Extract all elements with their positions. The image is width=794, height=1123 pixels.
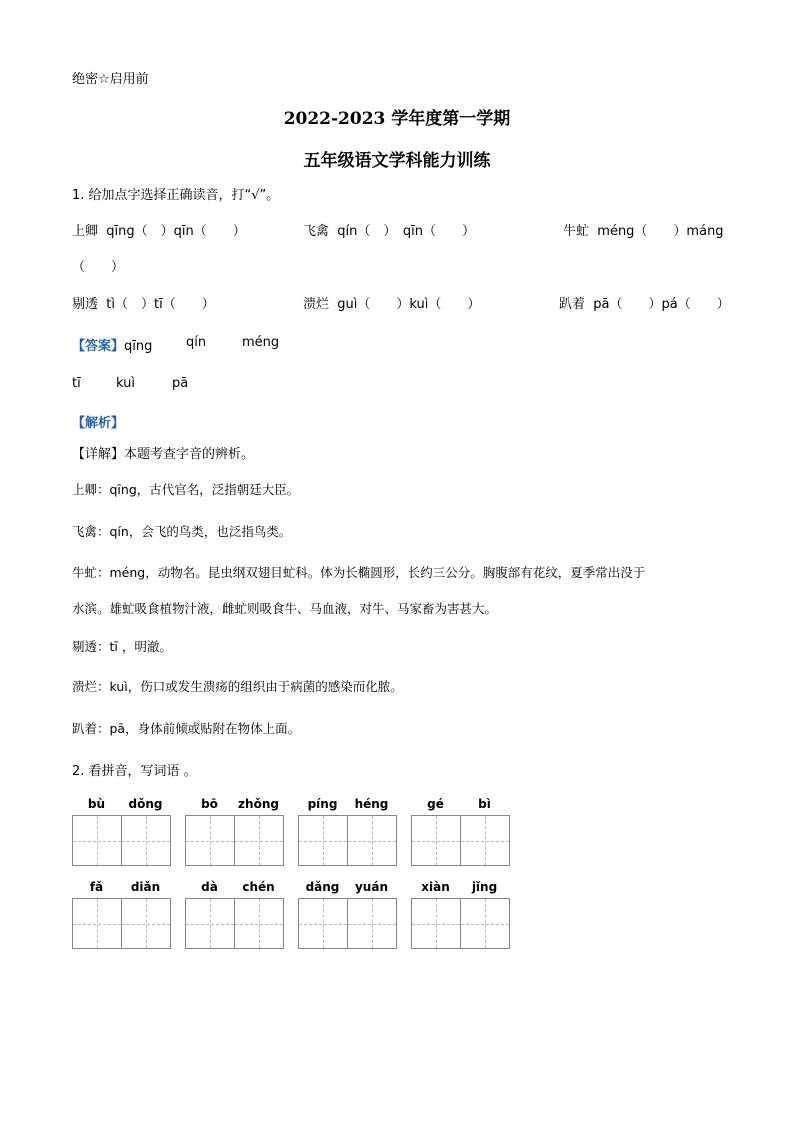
page-title: 2022-2023 学年度第一学期 [283, 109, 511, 129]
q1-options: qīng（ ）qīn（ ） [106, 224, 246, 239]
q1-options: méng（ ）máng [597, 224, 724, 239]
pinyin-label: xiàn [421, 880, 450, 894]
pinyin-label: chén [242, 880, 275, 894]
grid-cell[interactable] [347, 816, 396, 865]
answer-value: tī [72, 376, 81, 391]
pinyin-label: dǒng [128, 797, 163, 811]
writing-grid[interactable] [72, 898, 171, 949]
q1-item [72, 293, 215, 312]
explanation-line: 上卿：qīng，古代官名，泛指朝廷大臣。 [72, 482, 300, 497]
writing-grid[interactable] [411, 815, 510, 866]
writing-grid[interactable] [185, 815, 284, 866]
writing-grid[interactable] [298, 815, 397, 866]
pinyin-label: héng [354, 797, 389, 811]
writing-grid[interactable] [411, 898, 510, 949]
writing-grid[interactable] [185, 898, 284, 949]
q1-options: guì（ ）kuì（ ） [337, 297, 481, 312]
q1-item [303, 293, 480, 312]
grid-cell[interactable] [186, 816, 234, 865]
q1-word: 牛虻 [563, 224, 590, 239]
pinyin-label: dà [201, 880, 218, 894]
writing-grid[interactable] [298, 898, 397, 949]
q1-item [303, 220, 475, 239]
grid-cell[interactable] [299, 899, 347, 948]
pinyin-label: gé [427, 797, 444, 811]
q1-options: tì（ ）tī（ ） [106, 297, 215, 312]
detail-tag: 【详解】 [72, 447, 125, 462]
q2-stem: 2. 看拼音，写词语 。 [72, 764, 197, 779]
explanation-line: 趴着：pā，身体前倾或贴附在物体上面。 [72, 721, 301, 736]
detail-line [72, 443, 254, 462]
grid-cell[interactable] [121, 816, 170, 865]
grid-cell[interactable] [73, 899, 121, 948]
answer-tag: 【答案】 [72, 339, 125, 354]
q1-word: 趴着 [559, 297, 586, 312]
q1-item [72, 220, 246, 239]
explanation-line: 剔透：tī ，明澈。 [72, 639, 172, 654]
explanation-line: 飞禽：qín，会飞的鸟类，也泛指鸟类。 [72, 524, 292, 539]
q1-word: 溃烂 [303, 297, 330, 312]
q1-word: 剔透 [72, 297, 99, 312]
grid-cell[interactable] [121, 899, 170, 948]
grid-cell[interactable] [412, 816, 460, 865]
pinyin-label: bō [201, 797, 218, 811]
grid-cell[interactable] [460, 899, 509, 948]
grid-cell[interactable] [73, 816, 121, 865]
explanation-line: 水滨。雄虻吸食植物汁液，雌虻则吸食牛、马血液，对牛、马家畜为害甚大。 [72, 601, 498, 616]
answer-line [72, 335, 152, 354]
answer-value: kuì [116, 376, 135, 391]
pinyin-label: zhǒng [238, 797, 279, 811]
explanation-line: 牛虻：méng，动物名。昆虫纲双翅目虻科。体为长椭圆形，长约三公分。胸腹部有花纹，夏季常出没于 [72, 565, 646, 580]
answer-value: méng [242, 335, 280, 350]
pinyin-label: diǎn [130, 880, 161, 894]
q1-word: 上卿 [72, 224, 99, 239]
pinyin-label: bù [87, 797, 106, 811]
grid-cell[interactable] [347, 899, 396, 948]
q1-word: 飞禽 [303, 224, 330, 239]
grid-cell[interactable] [460, 816, 509, 865]
page-subtitle: 五年级语文学科能力训练 [303, 151, 491, 171]
grid-cell[interactable] [299, 816, 347, 865]
answer-value: qín [186, 335, 207, 350]
detail-text: 本题考查字音的辨析。 [124, 447, 255, 462]
writing-grid[interactable] [72, 815, 171, 866]
q1-wrap-bracket: （ ） [72, 260, 125, 275]
pinyin-label: yuán [354, 880, 388, 894]
pinyin-label: bì [478, 797, 491, 811]
q1-options: pā（ ）pá（ ） [593, 297, 730, 312]
grid-cell[interactable] [186, 899, 234, 948]
answer-value: qīng [124, 339, 153, 354]
answer-value: pā [172, 376, 189, 391]
q1-options: qín（ ） qīn（ ） [337, 224, 475, 239]
pinyin-label: dǎng [305, 880, 340, 894]
analysis-tag: 【解析】 [72, 416, 125, 431]
q1-item [559, 293, 730, 312]
confidential-label: 绝密☆启用前 [72, 72, 149, 87]
pinyin-label: jǐng [471, 880, 498, 894]
explanation-line: 溃烂：kuì，伤口或发生溃疡的组织由于病菌的感染而化脓。 [72, 679, 403, 694]
q1-item [563, 220, 724, 239]
q1-stem: 1. 给加点字选择正确读音，打“√”。 [72, 188, 280, 203]
pinyin-label: píng [307, 797, 338, 811]
grid-cell[interactable] [234, 816, 283, 865]
pinyin-label: fǎ [89, 880, 104, 894]
grid-cell[interactable] [234, 899, 283, 948]
grid-cell[interactable] [412, 899, 460, 948]
